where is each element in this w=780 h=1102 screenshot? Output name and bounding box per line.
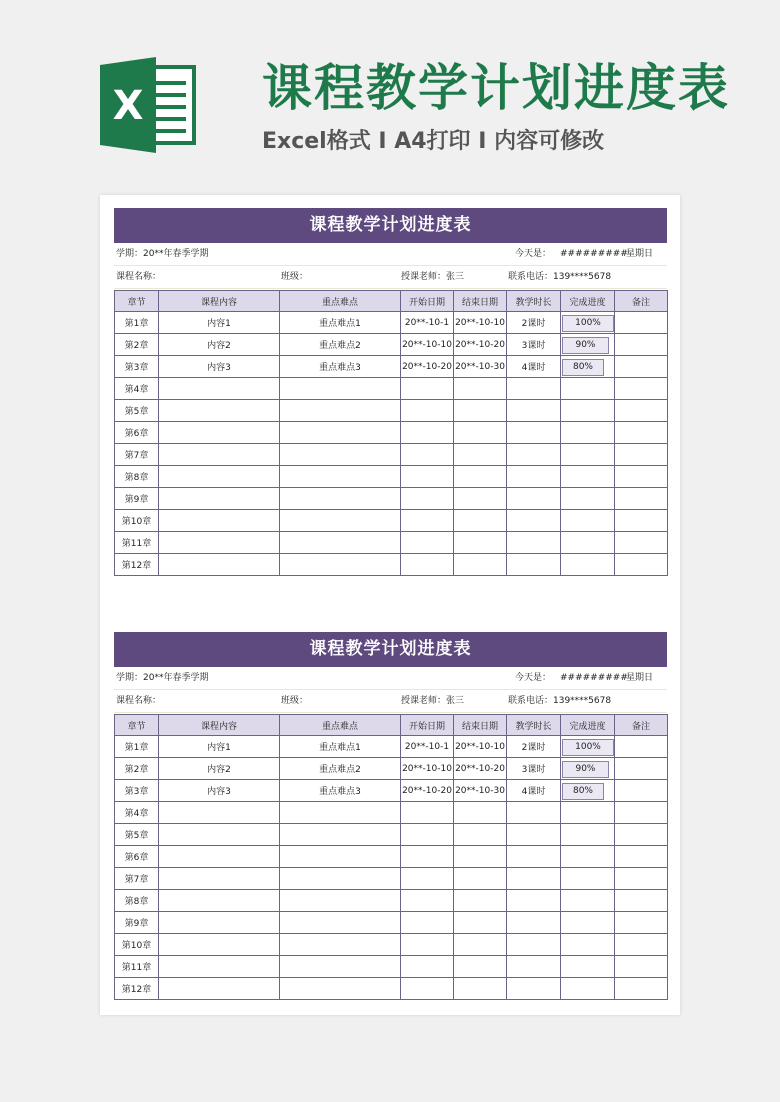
cell-progress[interactable] [561, 334, 615, 356]
cell-hours[interactable] [507, 378, 561, 400]
cell-end-date[interactable]: 20**-10-10 [454, 312, 507, 334]
teacher-text: 授课老师：张三 [401, 272, 465, 282]
table-row [115, 378, 668, 400]
cell-start-date[interactable] [401, 488, 454, 510]
cell-remark[interactable] [615, 312, 668, 334]
table-row [115, 824, 668, 846]
cell-start-date[interactable] [401, 956, 454, 978]
today-value: ######### [560, 673, 628, 683]
table-row [115, 868, 668, 890]
cell-key-point[interactable] [280, 400, 401, 422]
cell-remark[interactable] [615, 890, 668, 912]
column-header-end-date: 结束日期 [454, 291, 507, 312]
cell-chapter[interactable]: 第7章 [115, 868, 159, 890]
cell-chapter[interactable]: 第2章 [115, 758, 159, 780]
cell-chapter[interactable]: 第9章 [115, 912, 159, 934]
cell-remark[interactable] [615, 912, 668, 934]
table-row [115, 890, 668, 912]
table-row [115, 488, 668, 510]
cell-progress[interactable] [561, 978, 615, 1000]
table-row [115, 422, 668, 444]
cell-remark[interactable] [615, 780, 668, 802]
course-name-label: 课程名称： [116, 272, 162, 282]
cell-start-date[interactable] [401, 978, 454, 1000]
cell-progress[interactable] [561, 846, 615, 868]
cell-key-point[interactable]: 重点难点1 [280, 736, 401, 758]
table-row [115, 356, 668, 378]
column-header-hours: 教学时长 [507, 291, 561, 312]
cell-remark[interactable] [615, 868, 668, 890]
cell-chapter[interactable]: 第2章 [115, 334, 159, 356]
column-header-content: 课程内容 [159, 715, 280, 736]
table-row [115, 934, 668, 956]
column-header-start-date: 开始日期 [401, 715, 454, 736]
cell-remark[interactable] [615, 532, 668, 554]
cell-content[interactable] [159, 956, 280, 978]
cell-hours[interactable] [507, 532, 561, 554]
column-header-key-point: 重点难点 [280, 715, 401, 736]
cell-progress[interactable] [561, 312, 615, 334]
cell-key-point[interactable] [280, 802, 401, 824]
cell-progress[interactable] [561, 400, 615, 422]
cell-start-date[interactable] [401, 444, 454, 466]
column-header-key-point: 重点难点 [280, 291, 401, 312]
sheet-banner: 课程教学计划进度表 [114, 208, 667, 243]
table-row [115, 736, 668, 758]
cell-hours[interactable] [507, 956, 561, 978]
cell-progress[interactable] [561, 956, 615, 978]
column-header-progress: 完成进度 [561, 715, 615, 736]
cell-remark[interactable] [615, 554, 668, 576]
cell-chapter[interactable]: 第4章 [115, 802, 159, 824]
info-row [114, 667, 667, 690]
paper-sheet [100, 195, 680, 1015]
cell-chapter[interactable]: 第12章 [115, 978, 159, 1000]
progress-bar: 90% [562, 761, 609, 778]
cell-content[interactable] [159, 934, 280, 956]
cell-start-date[interactable] [401, 824, 454, 846]
cell-content[interactable] [159, 846, 280, 868]
page-header [0, 0, 780, 190]
cell-content[interactable] [159, 488, 280, 510]
sheet-banner: 课程教学计划进度表 [114, 632, 667, 667]
cell-content[interactable]: 内容2 [159, 758, 280, 780]
cell-chapter[interactable]: 第6章 [115, 422, 159, 444]
cell-key-point[interactable]: 重点难点2 [280, 334, 401, 356]
progress-table [114, 714, 668, 1000]
progress-sheet [114, 632, 667, 1000]
cell-content[interactable] [159, 510, 280, 532]
cell-progress[interactable] [561, 466, 615, 488]
today-label: 今天是： [515, 673, 552, 683]
cell-progress[interactable] [561, 780, 615, 802]
cell-progress[interactable] [561, 736, 615, 758]
today-value: ######### [560, 249, 628, 259]
logo-letter: X [112, 83, 144, 129]
cell-start-date[interactable] [401, 510, 454, 532]
info-row [114, 266, 667, 289]
cell-remark[interactable] [615, 466, 668, 488]
cell-key-point[interactable] [280, 912, 401, 934]
cell-key-point[interactable] [280, 824, 401, 846]
cell-progress[interactable] [561, 444, 615, 466]
cell-progress[interactable] [561, 934, 615, 956]
cell-progress[interactable] [561, 802, 615, 824]
cell-chapter[interactable]: 第7章 [115, 444, 159, 466]
cell-end-date[interactable] [454, 868, 507, 890]
table-row [115, 846, 668, 868]
cell-progress[interactable] [561, 868, 615, 890]
cell-chapter[interactable]: 第6章 [115, 846, 159, 868]
cell-content[interactable] [159, 400, 280, 422]
cell-start-date[interactable]: 20**-10-10 [401, 758, 454, 780]
cell-content[interactable] [159, 466, 280, 488]
cell-end-date[interactable] [454, 444, 507, 466]
page-title: 课程教学计划进度表 [262, 59, 730, 117]
cell-end-date[interactable] [454, 378, 507, 400]
cell-end-date[interactable]: 20**-10-30 [454, 780, 507, 802]
cell-chapter[interactable]: 第11章 [115, 956, 159, 978]
cell-content[interactable] [159, 554, 280, 576]
cell-start-date[interactable] [401, 802, 454, 824]
table-row [115, 444, 668, 466]
cell-hours[interactable] [507, 400, 561, 422]
cell-start-date[interactable]: 20**-10-20 [401, 780, 454, 802]
cell-key-point[interactable] [280, 532, 401, 554]
cell-start-date[interactable] [401, 422, 454, 444]
cell-hours[interactable]: 3课时 [507, 758, 561, 780]
cell-hours[interactable] [507, 934, 561, 956]
cell-start-date[interactable] [401, 400, 454, 422]
cell-key-point[interactable]: 重点难点3 [280, 780, 401, 802]
cell-chapter[interactable]: 第10章 [115, 934, 159, 956]
cell-end-date[interactable] [454, 978, 507, 1000]
cell-progress[interactable] [561, 758, 615, 780]
cell-end-date[interactable]: 20**-10-20 [454, 334, 507, 356]
cell-hours[interactable] [507, 510, 561, 532]
column-header-chapter: 章节 [115, 291, 159, 312]
cell-hours[interactable] [507, 444, 561, 466]
cell-hours[interactable] [507, 554, 561, 576]
table-row [115, 532, 668, 554]
table-row [115, 466, 668, 488]
progress-bar: 100% [562, 739, 614, 756]
cell-remark[interactable] [615, 422, 668, 444]
cell-chapter[interactable]: 第4章 [115, 378, 159, 400]
cell-hours[interactable]: 4课时 [507, 780, 561, 802]
course-name-label: 课程名称： [116, 696, 162, 706]
cell-hours[interactable] [507, 824, 561, 846]
table-row [115, 802, 668, 824]
cell-key-point[interactable]: 重点难点2 [280, 758, 401, 780]
cell-progress[interactable] [561, 422, 615, 444]
cell-progress[interactable] [561, 824, 615, 846]
phone-text: 联系电话：139****5678 [508, 696, 612, 706]
cell-remark[interactable] [615, 736, 668, 758]
cell-hours[interactable] [507, 422, 561, 444]
cell-remark[interactable] [615, 934, 668, 956]
cell-content[interactable] [159, 532, 280, 554]
cell-end-date[interactable] [454, 802, 507, 824]
cell-chapter[interactable]: 第5章 [115, 400, 159, 422]
cell-end-date[interactable] [454, 554, 507, 576]
cell-hours[interactable]: 2课时 [507, 312, 561, 334]
cell-remark[interactable] [615, 978, 668, 1000]
cell-key-point[interactable]: 重点难点1 [280, 312, 401, 334]
cell-key-point[interactable] [280, 444, 401, 466]
cell-end-date[interactable] [454, 466, 507, 488]
table-row [115, 510, 668, 532]
cell-end-date[interactable] [454, 956, 507, 978]
cell-remark[interactable] [615, 510, 668, 532]
cell-start-date[interactable] [401, 868, 454, 890]
cell-hours[interactable]: 2课时 [507, 736, 561, 758]
cell-chapter[interactable]: 第5章 [115, 824, 159, 846]
cell-content[interactable]: 内容3 [159, 780, 280, 802]
header-row [115, 291, 668, 312]
table-row [115, 400, 668, 422]
column-header-remark: 备注 [615, 715, 668, 736]
cell-progress[interactable] [561, 378, 615, 400]
cell-remark[interactable] [615, 824, 668, 846]
cell-chapter[interactable]: 第12章 [115, 554, 159, 576]
cell-hours[interactable] [507, 978, 561, 1000]
cell-remark[interactable] [615, 400, 668, 422]
cell-content[interactable] [159, 422, 280, 444]
cell-remark[interactable] [615, 378, 668, 400]
cell-content[interactable]: 内容3 [159, 356, 280, 378]
cell-end-date[interactable] [454, 532, 507, 554]
cell-content[interactable]: 内容1 [159, 312, 280, 334]
cell-key-point[interactable] [280, 378, 401, 400]
cell-content[interactable] [159, 978, 280, 1000]
column-header-hours: 教学时长 [507, 715, 561, 736]
cell-start-date[interactable] [401, 846, 454, 868]
table-row [115, 780, 668, 802]
cell-chapter[interactable]: 第3章 [115, 356, 159, 378]
page-subtitle: Excel格式 I A4打印 I 内容可修改 [262, 129, 605, 154]
cell-end-date[interactable] [454, 912, 507, 934]
cell-end-date[interactable]: 20**-10-10 [454, 736, 507, 758]
cell-progress[interactable] [561, 912, 615, 934]
cell-remark[interactable] [615, 444, 668, 466]
cell-key-point[interactable] [280, 554, 401, 576]
cell-hours[interactable] [507, 488, 561, 510]
cell-progress[interactable] [561, 356, 615, 378]
cell-content[interactable] [159, 802, 280, 824]
cell-hours[interactable]: 3课时 [507, 334, 561, 356]
cell-content[interactable] [159, 912, 280, 934]
progress-bar: 90% [562, 337, 609, 354]
cell-remark[interactable] [615, 488, 668, 510]
cell-key-point[interactable] [280, 510, 401, 532]
column-header-start-date: 开始日期 [401, 291, 454, 312]
cell-content[interactable] [159, 868, 280, 890]
weekday-text: 星期日 [626, 249, 654, 259]
cell-start-date[interactable] [401, 554, 454, 576]
cell-remark[interactable] [615, 956, 668, 978]
cell-start-date[interactable] [401, 466, 454, 488]
cell-hours[interactable] [507, 868, 561, 890]
class-label: 班级： [281, 272, 309, 282]
cell-hours[interactable] [507, 466, 561, 488]
cell-key-point[interactable] [280, 890, 401, 912]
column-header-end-date: 结束日期 [454, 715, 507, 736]
cell-start-date[interactable] [401, 378, 454, 400]
cell-end-date[interactable] [454, 846, 507, 868]
cell-content[interactable] [159, 444, 280, 466]
cell-content[interactable]: 内容1 [159, 736, 280, 758]
cell-chapter[interactable]: 第10章 [115, 510, 159, 532]
teacher-text: 授课老师：张三 [401, 696, 465, 706]
cell-start-date[interactable]: 20**-10-20 [401, 356, 454, 378]
cell-key-point[interactable] [280, 978, 401, 1000]
cell-key-point[interactable] [280, 934, 401, 956]
cell-start-date[interactable] [401, 934, 454, 956]
cell-content[interactable] [159, 824, 280, 846]
cell-progress[interactable] [561, 532, 615, 554]
table-row [115, 312, 668, 334]
cell-end-date[interactable] [454, 890, 507, 912]
info-row [114, 243, 667, 266]
cell-progress[interactable] [561, 890, 615, 912]
cell-hours[interactable] [507, 846, 561, 868]
cell-hours[interactable]: 4课时 [507, 356, 561, 378]
column-header-chapter: 章节 [115, 715, 159, 736]
cell-remark[interactable] [615, 758, 668, 780]
progress-sheet [114, 208, 667, 576]
class-label: 班级： [281, 696, 309, 706]
cell-hours[interactable] [507, 912, 561, 934]
cell-progress[interactable] [561, 554, 615, 576]
phone-text: 联系电话：139****5678 [508, 272, 612, 282]
cell-end-date[interactable] [454, 824, 507, 846]
today-label: 今天是： [515, 249, 552, 259]
cell-remark[interactable] [615, 846, 668, 868]
cell-remark[interactable] [615, 334, 668, 356]
cell-start-date[interactable]: 20**-10-1 [401, 736, 454, 758]
cell-remark[interactable] [615, 802, 668, 824]
cell-start-date[interactable] [401, 532, 454, 554]
cell-key-point[interactable] [280, 846, 401, 868]
cell-chapter[interactable]: 第9章 [115, 488, 159, 510]
info-row [114, 690, 667, 713]
cell-progress[interactable] [561, 510, 615, 532]
weekday-text: 星期日 [626, 673, 654, 683]
cell-start-date[interactable]: 20**-10-10 [401, 334, 454, 356]
cell-chapter[interactable]: 第8章 [115, 890, 159, 912]
cell-chapter[interactable]: 第11章 [115, 532, 159, 554]
header-row [115, 715, 668, 736]
cell-end-date[interactable] [454, 422, 507, 444]
column-header-remark: 备注 [615, 291, 668, 312]
cell-end-date[interactable] [454, 400, 507, 422]
cell-start-date[interactable] [401, 912, 454, 934]
column-header-content: 课程内容 [159, 291, 280, 312]
term-text: 学期：20**年春季学期 [116, 249, 209, 259]
progress-table [114, 290, 668, 576]
cell-chapter[interactable]: 第8章 [115, 466, 159, 488]
table-row [115, 554, 668, 576]
cell-end-date[interactable]: 20**-10-30 [454, 356, 507, 378]
cell-start-date[interactable]: 20**-10-1 [401, 312, 454, 334]
cell-content[interactable] [159, 378, 280, 400]
progress-bar: 80% [562, 783, 604, 800]
table-row [115, 978, 668, 1000]
table-row [115, 758, 668, 780]
cell-content[interactable] [159, 890, 280, 912]
cell-chapter[interactable]: 第3章 [115, 780, 159, 802]
cell-hours[interactable] [507, 802, 561, 824]
cell-key-point[interactable] [280, 956, 401, 978]
cell-key-point[interactable]: 重点难点3 [280, 356, 401, 378]
cell-chapter[interactable]: 第1章 [115, 736, 159, 758]
cell-progress[interactable] [561, 488, 615, 510]
cell-remark[interactable] [615, 356, 668, 378]
cell-content[interactable]: 内容2 [159, 334, 280, 356]
cell-key-point[interactable] [280, 488, 401, 510]
cell-end-date[interactable] [454, 510, 507, 532]
cell-end-date[interactable] [454, 934, 507, 956]
column-header-progress: 完成进度 [561, 291, 615, 312]
table-row [115, 912, 668, 934]
cell-end-date[interactable]: 20**-10-20 [454, 758, 507, 780]
cell-end-date[interactable] [454, 488, 507, 510]
table-row [115, 334, 668, 356]
progress-bar: 100% [562, 315, 614, 332]
term-text: 学期：20**年春季学期 [116, 673, 209, 683]
cell-chapter[interactable]: 第1章 [115, 312, 159, 334]
cell-start-date[interactable] [401, 890, 454, 912]
cell-key-point[interactable] [280, 466, 401, 488]
cell-hours[interactable] [507, 890, 561, 912]
progress-bar: 80% [562, 359, 604, 376]
cell-key-point[interactable] [280, 422, 401, 444]
table-row [115, 956, 668, 978]
excel-icon [100, 57, 200, 153]
cell-key-point[interactable] [280, 868, 401, 890]
